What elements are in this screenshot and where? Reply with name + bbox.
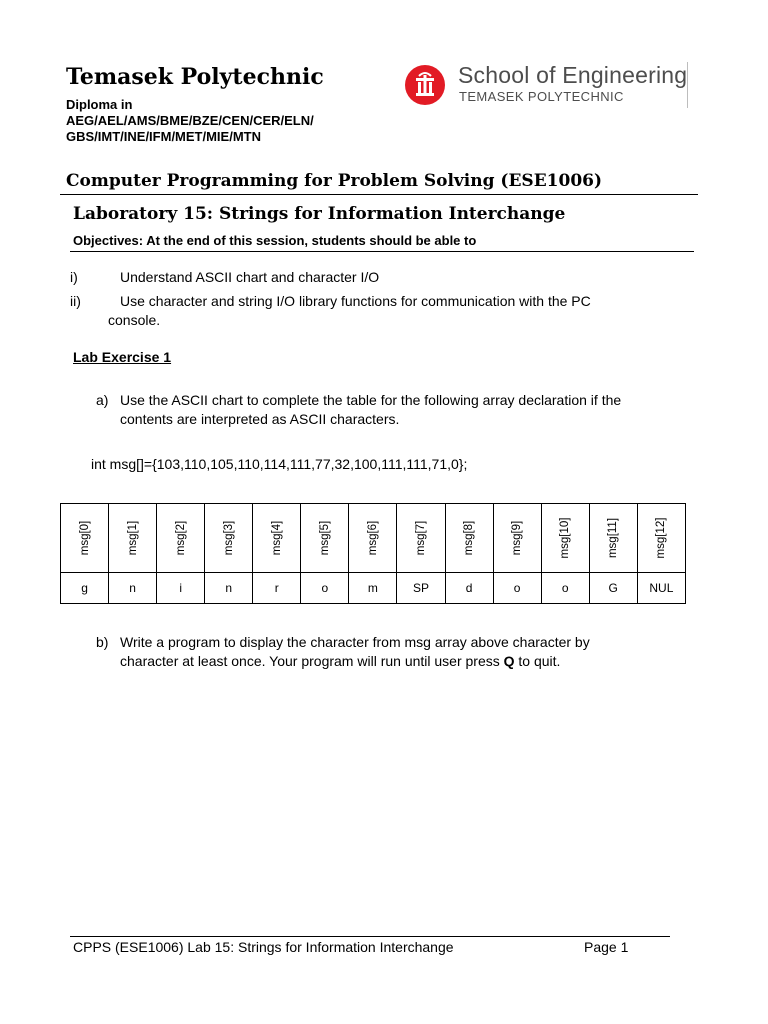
table-cell: n xyxy=(109,573,157,604)
part-line: contents are interpreted as ASCII characters. xyxy=(120,411,400,427)
exercise-part-a xyxy=(96,391,706,429)
table-header-cell xyxy=(589,504,637,573)
logo-divider xyxy=(687,62,688,108)
table-cell: o xyxy=(493,573,541,604)
course-title: Computer Programming for Problem Solving (ESE1006) xyxy=(66,171,603,191)
exercise-title: Lab Exercise 1 xyxy=(73,349,172,365)
table-cell: i xyxy=(157,573,205,604)
header-label: msg[8] xyxy=(463,520,476,556)
table-header-cell xyxy=(637,504,685,573)
objective-text: console. xyxy=(108,312,161,328)
part-line: Use the ASCII chart to complete the table for the following array declaration if the xyxy=(120,392,622,408)
table-cell: NUL xyxy=(637,573,685,604)
part-line xyxy=(120,652,706,671)
part-label: b) xyxy=(96,634,109,650)
diploma-line: Diploma in xyxy=(66,97,133,112)
table-header-cell xyxy=(301,504,349,573)
array-declaration: int msg[]={103,110,105,110,114,111,77,32,100,111,111,71,0}; xyxy=(91,456,468,472)
header-label: msg[7] xyxy=(414,520,427,556)
exercise-part-b xyxy=(96,633,706,671)
objective-text: Understand ASCII chart and character I/O xyxy=(120,269,380,285)
part-text: character at least once. Your program will run until user press xyxy=(120,653,504,669)
title-divider xyxy=(60,194,698,195)
table-cell: o xyxy=(541,573,589,604)
objectives-divider xyxy=(70,251,694,252)
header-label: msg[11] xyxy=(607,517,620,559)
institution-name: Temasek Polytechnic xyxy=(66,64,324,90)
table-cell: m xyxy=(349,573,397,604)
table-header-cell xyxy=(493,504,541,573)
diploma-line: GBS/IMT/INE/IFM/MET/MIE/MTN xyxy=(66,129,261,144)
part-line: Write a program to display the character from msg array above character by xyxy=(120,634,590,650)
table-cell: d xyxy=(445,573,493,604)
header-label: msg[2] xyxy=(174,520,187,556)
header-label: msg[12] xyxy=(655,517,668,559)
header-label: msg[1] xyxy=(126,520,139,556)
table-header-cell xyxy=(445,504,493,573)
school-logo xyxy=(405,62,695,108)
header-label: msg[9] xyxy=(511,520,524,556)
objectives-heading: Objectives: At the end of this session, students should be able to xyxy=(73,233,477,248)
header-label: msg[4] xyxy=(270,520,283,556)
table-header-cell xyxy=(61,504,109,573)
table-header-cell xyxy=(205,504,253,573)
table-cell: n xyxy=(205,573,253,604)
logo-title: School of Engineering xyxy=(458,62,688,88)
table-header-cell xyxy=(397,504,445,573)
lab-title: Laboratory 15: Strings for Information Interchange xyxy=(73,204,566,224)
footer-text: CPPS (ESE1006) Lab 15: Strings for Information Interchange xyxy=(73,939,454,955)
crest-icon xyxy=(405,65,445,105)
header-label: msg[0] xyxy=(78,520,91,556)
diploma-line: AEG/AEL/AMS/BME/BZE/CEN/CER/ELN/ xyxy=(66,113,314,128)
table-cell: SP xyxy=(397,573,445,604)
diploma-list xyxy=(66,97,314,145)
table-cell: r xyxy=(253,573,301,604)
objective-text: Use character and string I/O library functions for communication with the PC xyxy=(120,293,591,309)
header-label: msg[6] xyxy=(366,520,379,556)
header-label: msg[5] xyxy=(318,520,331,556)
table-header-cell xyxy=(157,504,205,573)
table-cell: o xyxy=(301,573,349,604)
part-text: to quit. xyxy=(514,653,561,669)
table-header-cell xyxy=(109,504,157,573)
table-cell: g xyxy=(61,573,109,604)
part-label: a) xyxy=(96,392,109,408)
page-number: Page 1 xyxy=(584,939,629,955)
header-label: msg[3] xyxy=(222,520,235,556)
table-header-cell xyxy=(253,504,301,573)
table-cell: G xyxy=(589,573,637,604)
table-header-cell xyxy=(541,504,589,573)
table-header-row xyxy=(61,504,686,573)
ascii-table xyxy=(60,503,686,604)
logo-subtitle: TEMASEK POLYTECHNIC xyxy=(459,89,624,104)
quit-key: Q xyxy=(503,653,515,669)
header-label: msg[10] xyxy=(559,517,572,559)
table-row xyxy=(61,573,686,604)
table-header-cell xyxy=(349,504,397,573)
objective-number: i) xyxy=(70,269,78,285)
footer-divider xyxy=(70,936,670,937)
objective-number: ii) xyxy=(70,293,81,309)
